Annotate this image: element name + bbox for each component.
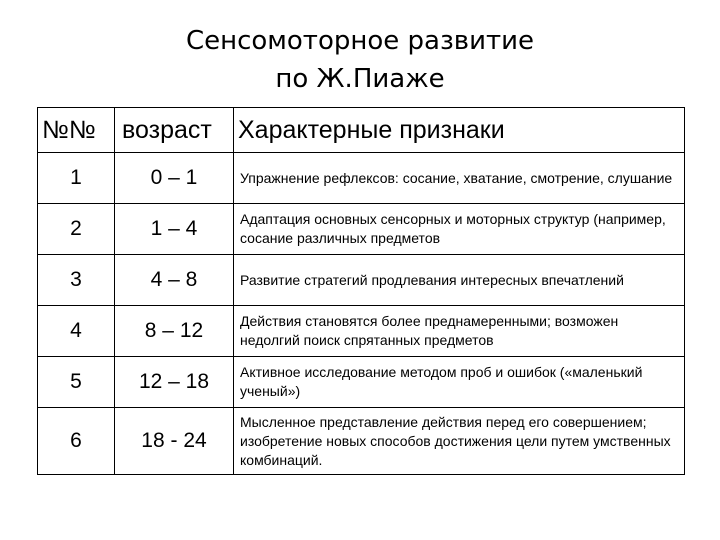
row-description: Мысленное представление действия перед его совершением; изобретение новых способов достижения цели путем умственных комбинаций. [234,408,685,475]
row-description: Активное исследование методом проб и ошибок («маленький ученый») [234,357,685,408]
row-age: 1 – 4 [115,204,234,255]
row-age: 12 – 18 [115,357,234,408]
row-age: 8 – 12 [115,306,234,357]
row-number: 5 [38,357,115,408]
row-description: Действия становятся более преднамеренными; возможен недолгий поиск спрятанных предметов [234,306,685,357]
header-characteristics: Характерные признаки [234,108,685,153]
table-row [38,306,685,357]
row-number: 1 [38,153,115,204]
table-row [38,204,685,255]
row-description: Упражнение рефлексов: сосание, хватание, смотрение, слушание [234,153,685,204]
row-number: 2 [38,204,115,255]
title-line-1: Сенсомоторное развитие [185,26,535,56]
table-row [38,408,685,475]
table-row [38,153,685,204]
header-number: №№ [38,108,115,153]
row-number: 4 [38,306,115,357]
row-description: Адаптация основных сенсорных и моторных структур (например, сосание различных предметов [234,204,685,255]
slide-title [0,22,720,98]
title-line-2: по Ж.Пиаже [275,64,445,94]
table-row [38,255,685,306]
row-age: 18 - 24 [115,408,234,475]
row-description: Развитие стратегий продлевания интересных впечатлений [234,255,685,306]
table-header-row [38,108,685,153]
header-age: возраст [115,108,234,153]
row-age: 4 – 8 [115,255,234,306]
row-number: 3 [38,255,115,306]
table-row [38,357,685,408]
sensorimotor-stages-table [37,107,685,475]
row-age: 0 – 1 [115,153,234,204]
row-number: 6 [38,408,115,475]
